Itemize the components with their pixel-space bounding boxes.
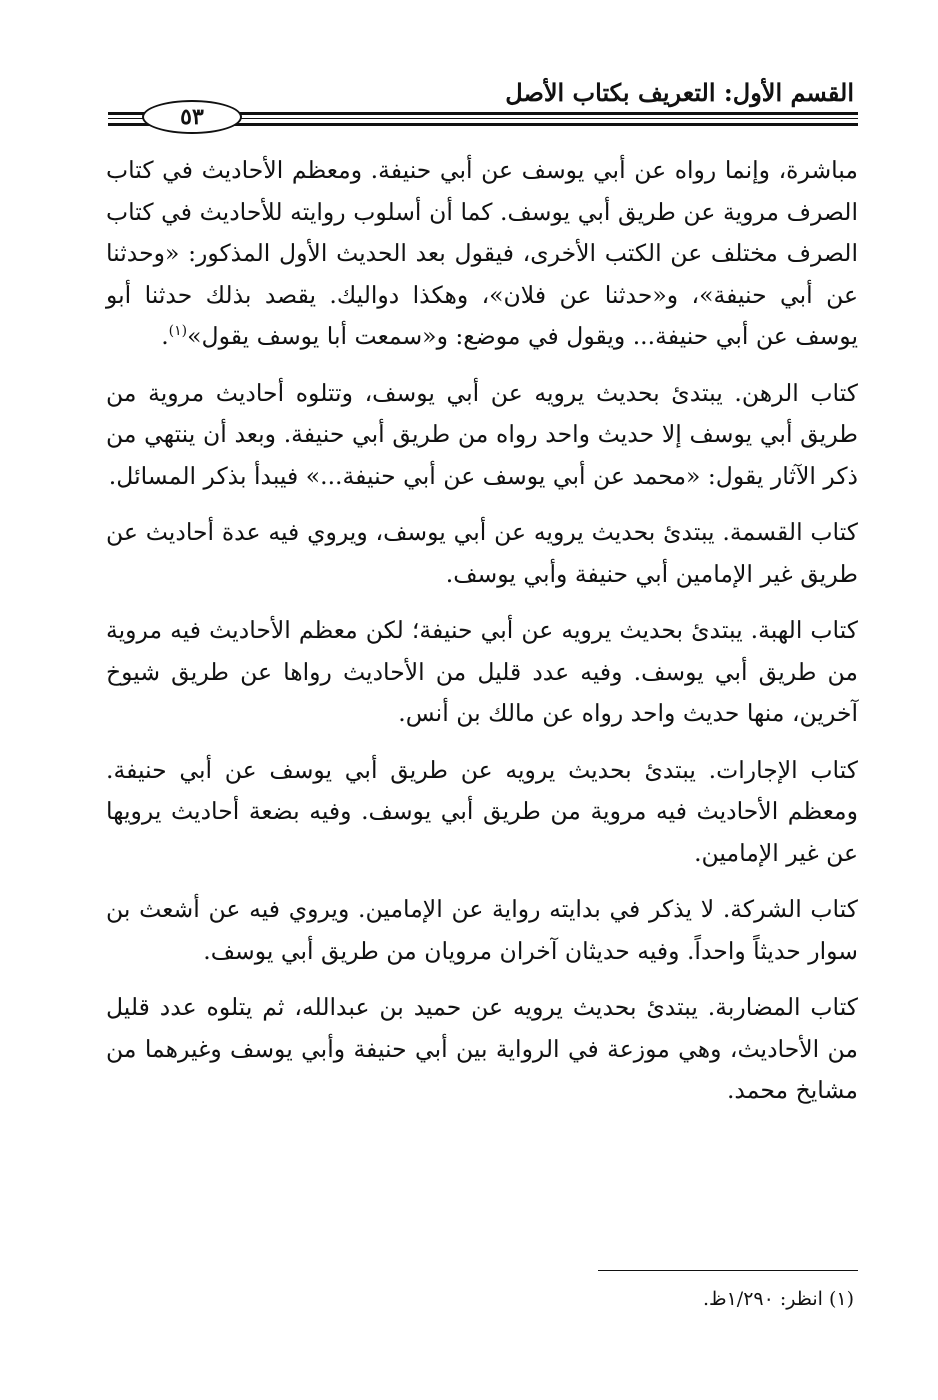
main-text (106, 150, 858, 1127)
running-header-title: القسم الأول: التعريف بكتاب الأصل (505, 78, 854, 107)
footnote: (١) انظر: ١/٢٩٠ظ. (702, 1288, 854, 1310)
paragraph: كتاب الإجارات. يبتدئ بحديث يرويه عن طريق أبي يوسف عن أبي حنيفة. ومعظم الأحاديث فيه مروية من طريق أبي يوسف. وفيه بضعة أحاديث يرويها عن غير الإمامين. (106, 755, 858, 867)
paragraph-text: مباشرة، وإنما رواه عن أبي يوسف عن أبي حنيفة. ومعظم الأحاديث في كتاب الصرف مروية عن طريق أبي يوسف. كما أن أسلوب روايته للأحاديث في كتاب الصرف مختلف عن الكتب الأخرى، فيقول بعد الحديث الأول المذكور: «وحدثنا عن أبي حنيفة»، و«حدثنا عن فلان»، وهكذا دواليك. يقصد بذلك حدثنا أبو يوسف عن أبي حنيفة... ويقول في موضع: و«سمعت أبا يوسف يقول» (106, 156, 858, 350)
paragraph: كتاب الشركة. لا يذكر في بدايته رواية عن الإمامين. ويروي فيه عن أشعث بن سوار حديثاً واحداً. وفيه حديثان آخران مرويان من طريق أبي يوسف. (106, 895, 858, 965)
paragraph: كتاب القسمة. يبتدئ بحديث يرويه عن أبي يوسف، ويروي فيه عدة أحاديث عن طريق غير الإمامين أبي حنيفة وأبي يوسف. (106, 518, 858, 588)
page-number-ornament (142, 100, 242, 134)
paragraph: كتاب المضاربة. يبتدئ بحديث يرويه عن حميد بن عبدالله، ثم يتلوه عدد قليل من الأحاديث، وهي موزعة في الرواية بين أبي حنيفة وأبي يوسف وغيرهما من مشايخ محمد. (106, 993, 858, 1104)
paragraph (106, 150, 858, 358)
paragraph: كتاب الهبة. يبتدئ بحديث يرويه عن أبي حنيفة؛ لكن معظم الأحاديث فيه مروية من طريق أبي يوسف. وفيه عدد قليل من الأحاديث رواها عن طريق شيوخ آخرين، منها حديث واحد رواه عن مالك بن أنس. (106, 616, 858, 727)
footnote-separator (598, 1270, 858, 1271)
footnote-marker[interactable]: (١) (168, 323, 188, 340)
paragraph: كتاب الرهن. يبتدئ بحديث يرويه عن أبي يوسف، وتتلوه أحاديث مروية من طريق أبي يوسف إلا حديث واحد رواه من طريق أبي حنيفة. وبعد أن ينتهي من ذكر الآثار يقول: «محمد عن أبي يوسف عن أبي حنيفة...» فيبدأ بذكر المسائل. (106, 378, 858, 490)
paragraph-end: . (161, 322, 169, 350)
page-number: ٥٣ (180, 104, 204, 130)
